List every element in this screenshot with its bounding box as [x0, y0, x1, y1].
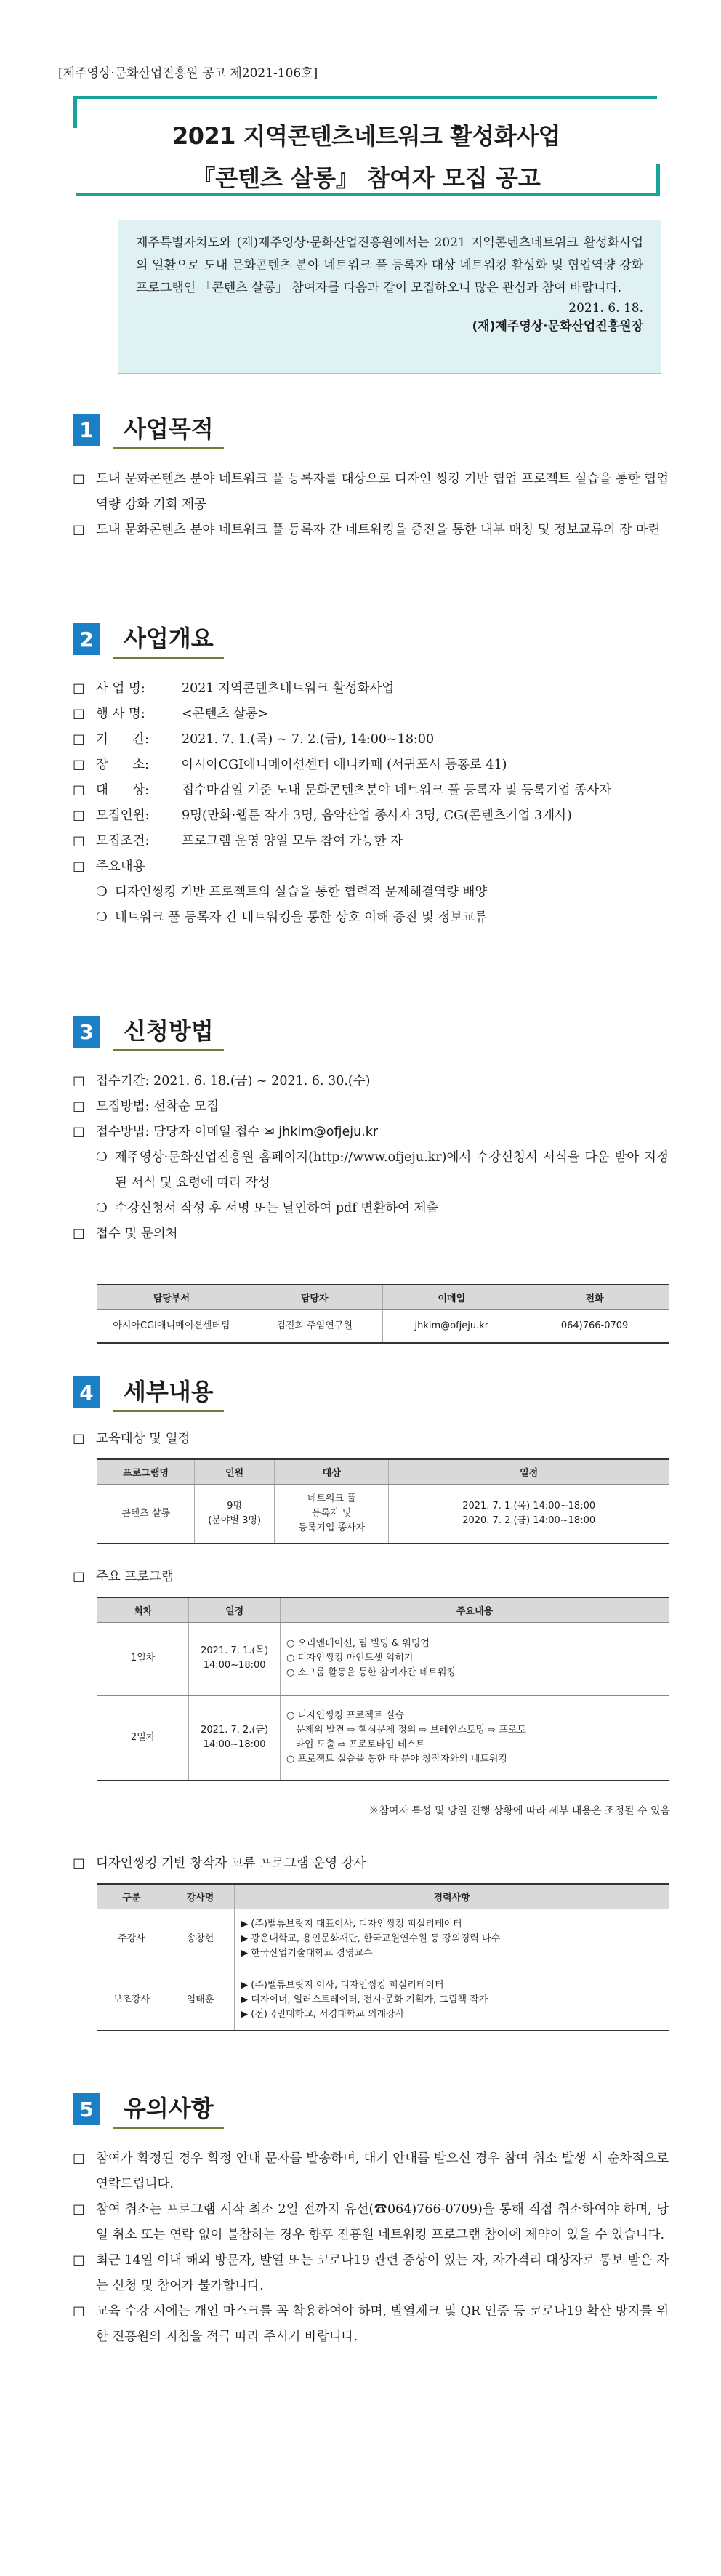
sub-list-item: ❍ 네트워크 풀 등록자 간 네트워킹을 통한 상호 이해 증진 및 정보교류 [73, 905, 669, 931]
list-item: □ 주요내용 [73, 854, 669, 880]
sub-list-item: ❍ 수강신청서 작성 후 서명 또는 날인하여 pdf 변환하여 제출 [73, 1196, 669, 1221]
section-number: 3 [73, 1016, 100, 1048]
square-bullet-icon: □ [73, 2253, 85, 2268]
target-label [73, 1427, 669, 1452]
sub-list-item: ❍ 디자인씽킹 기반 프로젝트의 실습을 통한 협력적 문제해결역량 배양 [73, 880, 669, 905]
section-title: 신청방법 [113, 1013, 224, 1051]
table-header-row: 회차 일정 주요내용 [97, 1597, 669, 1622]
list-item: □ 도내 문화콘텐츠 분야 네트워크 풀 등록자를 대상으로 디자인 씽킹 기반 협업 프로젝트 실습을 통한 협업 역량 강화 기회 제공 [73, 467, 669, 518]
table-row: 2일차 2021. 7. 2.(금) 14:00~18:00 ○ 디자인씽킹 프로젝트 실습 - 문제의 발견 ⇨ 핵심문제 정의 ⇨ 브레인스토밍 ⇨ 프로토 타입 도출 ⇨ 프로토타입 테스트 ○ 프로젝트 실습을 통한 타 분야 창작자와의 네트워킹 [97, 1695, 669, 1781]
notes-list [73, 2146, 669, 2350]
email-icon: ✉ [264, 1125, 275, 1139]
square-bullet-icon: □ [73, 732, 85, 747]
receipt-email[interactable]: jhkim@ofjeju.kr [278, 1125, 379, 1139]
section-number: 5 [73, 2093, 100, 2125]
table-header-row: 구분 강사명 경력사항 [97, 1884, 669, 1909]
document-number: [제주영상·문화산업진흥원 공고 제2021-106호] [58, 66, 318, 81]
schedule-note: ※참여자 특성 및 당일 진행 상황에 따라 세부 내용은 조정될 수 있음 [368, 1805, 670, 1817]
contact-table [97, 1284, 669, 1344]
square-bullet-icon: □ [73, 1227, 85, 1241]
section-1-header [73, 412, 224, 448]
section-2-header [73, 621, 224, 657]
contact-email[interactable]: jhkim@ofjeju.kr [383, 1309, 520, 1343]
circle-bullet-icon: ❍ [96, 1201, 108, 1216]
square-bullet-icon: □ [73, 2304, 85, 2319]
overview-list [73, 676, 669, 931]
sub-list-item: ❍ 제주영상·문화산업진흥원 홈페이지(http://www.ofjeju.kr)에서 수강신청서 서식을 다운 받아 지정된 서식 및 요령에 따라 작성 [73, 1145, 669, 1196]
list-item: □ 교육 수강 시에는 개인 마스크를 꼭 착용하여야 하며, 발열체크 및 QR 인증 등 코로나19 확산 방지를 위한 진흥원의 지침을 적극 따라 주시기 바랍니다. [73, 2299, 669, 2350]
section-number: 1 [73, 414, 100, 446]
square-bullet-icon: □ [73, 681, 85, 696]
section-3-header [73, 1014, 224, 1050]
page-subtitle: 『콘텐츠 살롱』 참여자 모집 공고 [192, 164, 541, 192]
title-box [76, 96, 657, 196]
list-item: □ 장 소: 아시아CGI애니메이션센터 애니카페 (서귀포시 동홍로 41) [73, 753, 669, 778]
list-item: □ 접수방법: 담당자 이메일 접수 ✉ jhkim@ofjeju.kr [73, 1120, 669, 1145]
list-item: □ 최근 14일 이내 해외 방문자, 발열 또는 코로나19 관련 증상이 있는 자, 자가격리 대상자로 통보 받은 자는 신청 및 참여가 불가합니다. [73, 2248, 669, 2299]
section-4-header [73, 1374, 224, 1411]
target-table [97, 1458, 669, 1544]
square-bullet-icon: □ [73, 707, 85, 721]
list-item: □ 대 상: 접수마감일 기준 도내 문화콘텐츠분야 네트워크 풀 등록자 및 등록기업 종사자 [73, 778, 669, 803]
intro-date: 2021. 6. 18. [568, 301, 643, 316]
square-bullet-icon: □ [73, 834, 85, 848]
square-bullet-icon: □ [73, 523, 85, 537]
list-item: □ 기 간: 2021. 7. 1.(목) ~ 7. 2.(금), 14:00~18:00 [73, 727, 669, 753]
instructor-label [73, 1851, 669, 1877]
section-title: 사업개요 [113, 620, 224, 659]
square-bullet-icon: □ [73, 1099, 85, 1114]
list-item: □ 행 사 명: <콘텐츠 살롱> [73, 702, 669, 727]
section-title: 유의사항 [113, 2090, 224, 2129]
square-bullet-icon: □ [73, 1125, 85, 1139]
list-item: □ 접수 및 문의처 [73, 1221, 669, 1247]
square-bullet-icon: □ [73, 859, 85, 874]
square-bullet-icon: □ [73, 1432, 85, 1446]
list-item: □ 사 업 명: 2021 지역콘텐츠네트워크 활성화사업 [73, 676, 669, 702]
square-bullet-icon: □ [73, 1856, 85, 1871]
section-title: 세부내용 [113, 1373, 224, 1412]
circle-bullet-icon: ❍ [96, 885, 108, 899]
intro-text: 제주특별자치도와 (재)제주영상·문화산업진흥원에서는 2021 지역콘텐츠네트워크 활성화사업의 일환으로 도내 문화콘텐츠 분야 네트워크 풀 등록자 대상 네트워킹 활성화 및 협업역량 강화 프로그램인 「콘텐츠 살롱」 참여자를 다음과 같이 모집하오니 많은 관심과 참여 바랍니다. [136, 236, 643, 295]
square-bullet-icon: □ [73, 783, 85, 798]
list-item: □ 모집방법: 선착순 모집 [73, 1094, 669, 1120]
program-table [97, 1597, 669, 1781]
program-label [73, 1565, 669, 1590]
table-row: 콘텐츠 살롱 9명 (분야별 3명) 네트워크 풀 등록자 및 등록기업 종사자 2021. 7. 1.(목) 14:00~18:00 2020. 7. 2.(금) 14:00~18:00 [97, 1484, 669, 1544]
table-row: 1일차 2021. 7. 1.(목) 14:00~18:00 ○ 오리엔테이션, 팀 빌딩 & 워밍업 ○ 디자인씽킹 마인드셋 익히기 ○ 소그룹 활동을 통한 참여자간 네트워킹 [97, 1622, 669, 1695]
list-item: □ 도내 문화콘텐츠 분야 네트워크 풀 등록자 간 네트워킹을 증진을 통한 내부 매칭 및 정보교류의 장 마련 [73, 518, 669, 543]
list-item: □ 접수기간: 2021. 6. 18.(금) ~ 2021. 6. 30.(수) [73, 1069, 669, 1094]
list-item: □ 참여가 확정된 경우 확정 안내 문자를 발송하며, 대기 안내를 받으신 경우 참여 취소 발생 시 순차적으로 연락드립니다. [73, 2146, 669, 2197]
circle-bullet-icon: ❍ [96, 910, 108, 925]
page-title: 2021 지역콘텐츠네트워크 활성화사업 [172, 122, 561, 150]
square-bullet-icon: □ [73, 2151, 85, 2166]
square-bullet-icon: □ [73, 2202, 85, 2217]
square-bullet-icon: □ [73, 1570, 85, 1584]
square-bullet-icon: □ [73, 758, 85, 772]
list-item: □ 교육대상 및 일정 [73, 1427, 669, 1452]
circle-bullet-icon: ❍ [96, 1150, 108, 1165]
section-number: 2 [73, 623, 100, 655]
section-number: 4 [73, 1376, 100, 1408]
purpose-list [73, 467, 669, 543]
square-bullet-icon: □ [73, 472, 85, 486]
table-row: 주강사 송창현 ▶ (주)밸류브릿지 대표이사, 디자인씽킹 퍼실리테이터 ▶ 광운대학교, 용인문화재단, 한국교원연수원 등 강의경력 다수 ▶ 한국산업기술대학교 경영교수 [97, 1909, 669, 1970]
intro-organization: (재)제주영상·문화산업진흥원장 [472, 319, 643, 334]
table-row: 아시아CGI애니메이션센터팀 김진희 주임연구원 jhkim@ofjeju.kr 064)766-0709 [97, 1309, 669, 1343]
table-header-row: 프로그램명 인원 대상 일정 [97, 1459, 669, 1484]
table-row: 보조강사 엄태훈 ▶ (주)밸류브릿지 이사, 디자인씽킹 퍼실리테이터 ▶ 디자이너, 일러스트레이터, 전시·문화 기획가, 그림책 작가 ▶ (전)국민대학교, 서경대학교 외래강사 [97, 1970, 669, 2031]
list-item: □ 모집인원: 9명(만화·웹툰 작가 3명, 음악산업 종사자 3명, CG(콘텐츠기업 3개사) [73, 803, 669, 829]
list-item: □ 주요 프로그램 [73, 1565, 669, 1590]
apply-list [73, 1069, 669, 1247]
list-item: □ 디자인씽킹 기반 창작자 교류 프로그램 운영 강사 [73, 1851, 669, 1877]
list-item: □ 참여 취소는 프로그램 시작 최소 2일 전까지 유선(☎064)766-0709)을 통해 직접 취소하여야 하며, 당일 취소 또는 연락 없이 불참하는 경우 향후 진흥원 네트워킹 프로그램 참여에 제약이 있을 수 있습니다. [73, 2197, 669, 2248]
instructor-table [97, 1883, 669, 2031]
section-title: 사업목적 [113, 411, 224, 449]
section-5-header [73, 2091, 224, 2127]
square-bullet-icon: □ [73, 808, 85, 823]
list-item: □ 모집조건: 프로그램 운영 양일 모두 참여 가능한 자 [73, 829, 669, 854]
square-bullet-icon: □ [73, 1074, 85, 1088]
intro-box [118, 220, 661, 374]
table-header-row: 담당부서 담당자 이메일 전화 [97, 1285, 669, 1309]
